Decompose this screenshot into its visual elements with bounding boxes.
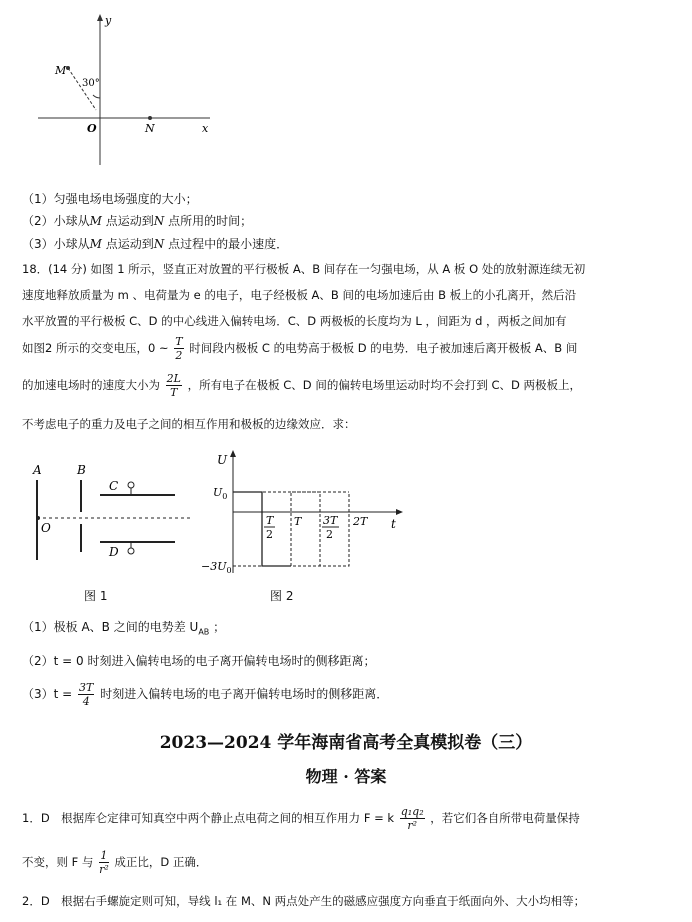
voltage-solid (233, 492, 291, 566)
answer-1-d: 成正比，D 正确． (114, 855, 208, 869)
angle-arc (93, 95, 100, 98)
q18-sub1-sub: AB (198, 627, 210, 637)
tick-t-over-2-num: T (266, 514, 274, 527)
u-arrow-icon (230, 450, 236, 457)
q18-sub3 (22, 682, 388, 707)
figure-1 (25, 460, 195, 580)
u-label: U (217, 453, 228, 467)
q17-sub3-c: 点过程中的最小速度． (164, 237, 289, 251)
q18-line5-b: ，所有电子在极板 C、D 间的偏转电场里运动时均不会打到 C、D 两极板上， (187, 378, 582, 392)
figure-1-caption: 图 1 (84, 589, 108, 603)
angle-label: 30° (82, 78, 100, 89)
frac-den: 4 (82, 695, 90, 708)
q18-sub1-text: （1）极板 A、B 之间的电势差 U (22, 620, 199, 634)
q18-line4 (22, 336, 577, 361)
tick-t: T (294, 515, 302, 528)
frac-num: 1 (100, 849, 108, 862)
q17-sub3-m: M (89, 237, 102, 251)
q17-sub2-c: 点所用的时间； (164, 214, 253, 228)
q18-line6: 不考虑电子的重力及电子之间的相互作用和极板的边缘效应．求： (22, 417, 356, 431)
q17-sub1: （1）匀强电场电场强度的大小； (22, 192, 198, 206)
q18-line4-a: 如图2 所示的交变电压，0 ~ (22, 341, 169, 355)
frac-2l-over-t (166, 373, 182, 398)
u0-label: $U_0$ (213, 486, 228, 501)
q18-line5-a: 的加速电场时的速度大小为 (22, 378, 160, 392)
plate-c-terminal (128, 482, 134, 488)
frac-inverse-square (99, 850, 109, 875)
point-m (66, 66, 70, 70)
tick-3t-over-2-num: 3T (323, 514, 338, 527)
point-m-label: M (55, 64, 67, 77)
q18-sub3-b: 时刻进入偏转电场的电子离开偏转电场时的侧移距离． (100, 687, 389, 701)
source-o (36, 516, 40, 520)
voltage-dashed (291, 492, 349, 566)
origin-label: O (87, 122, 97, 135)
answer-1-a: 1．D 根据库仑定律可知真空中两个静止点电荷之间的相互作用力 F = k (22, 811, 395, 825)
label-d: D (109, 545, 119, 559)
q18-line4-b: 时间段内极板 C 的电势高于极板 D 的电势．电子被加速后离开极板 A、B 间 (189, 341, 578, 355)
frac-num: 2L (166, 372, 181, 385)
y-arrow-icon (97, 14, 103, 21)
q18-sub1 (22, 618, 225, 636)
point-n-label: N (145, 122, 155, 135)
q18-line3: 水平放置的平行极板 C、D 的中心线进入偏转电场．C、D 两极板的长度均为 L ，间距为 d ，两板之间加有 (22, 314, 567, 328)
frac-den: 2 (175, 349, 183, 362)
frac-3t-over-4 (78, 682, 94, 707)
coordinate-figure (30, 10, 220, 170)
q18-sub3-a: （3）t = (22, 687, 73, 701)
label-c: C (109, 479, 119, 493)
frac-num: T (175, 335, 183, 348)
q17-sub2-b: 点运动到 (101, 214, 154, 228)
figure-2 (195, 448, 410, 580)
q17-sub2-m: M (89, 214, 102, 228)
q18-line2: 速度地释放质量为 m 、电荷量为 e 的电子，电子经极板 A、B 间的电场加速后由 B 板上的小孔离开，然后沿 (22, 288, 577, 302)
q17-sub2 (22, 212, 252, 229)
frac-t-over-2 (174, 336, 183, 361)
answer-1-line1 (22, 806, 580, 831)
q17-sub3-n: N (153, 237, 165, 251)
frac-den: T (170, 386, 178, 399)
q17-sub3-a: （3）小球从 (22, 237, 90, 251)
t-arrow-icon (396, 509, 403, 515)
mn-dashed-line (68, 68, 96, 110)
y-label: y (105, 14, 112, 27)
plate-d-terminal (128, 548, 134, 554)
figure-2-caption: 图 2 (270, 589, 294, 603)
q18-line1: 18．(14 分) 如图 1 所示，竖直正对放置的平行极板 A、B 间存在一匀强电场，从 A 板 O 处的放射源连续无初 (22, 262, 586, 276)
t-label: t (391, 517, 396, 531)
answer-1-b: ，若它们各自所带电荷量保持 (430, 811, 580, 825)
frac-den: r² (99, 863, 109, 876)
page-subtitle: 物理 · 答案 (305, 767, 387, 786)
answer-1-line2 (22, 850, 207, 875)
q17-sub3 (22, 235, 288, 252)
q17-sub3-b: 点运动到 (101, 237, 154, 251)
label-o: O (41, 521, 51, 535)
frac-num: q₁q₂ (400, 805, 424, 818)
frac-den: r² (407, 819, 417, 832)
tick-t-over-2-den: 2 (266, 528, 273, 541)
answer-1-c: 不变，则 F 与 (22, 855, 94, 869)
q18-sub2: （2）t = 0 时刻进入偏转电场的电子离开偏转电场时的侧移距离； (22, 654, 376, 668)
q18-sub1-end: ； (209, 620, 226, 634)
q17-sub2-n: N (153, 214, 165, 228)
frac-num: 3T (79, 681, 94, 694)
q17-sub2-a: （2）小球从 (22, 214, 90, 228)
q18-line5 (22, 373, 581, 398)
answer-2: 2．D 根据右手螺旋定则可知，导线 l₁ 在 M、N 两点处产生的磁感应强度方向垂直于纸面向外、大小均相等； (22, 894, 586, 908)
frac-coulomb (400, 806, 425, 831)
label-b: B (77, 463, 86, 477)
tick-2t: 2T (353, 515, 368, 528)
point-n (148, 116, 152, 120)
page-title: 2023—2024 学年海南省高考全真模拟卷（三） (159, 733, 533, 753)
neg3u0-label: $-3U_0$ (201, 560, 232, 575)
tick-3t-over-2-den: 2 (326, 528, 333, 541)
label-a: A (33, 463, 42, 477)
x-label: x (202, 122, 209, 135)
